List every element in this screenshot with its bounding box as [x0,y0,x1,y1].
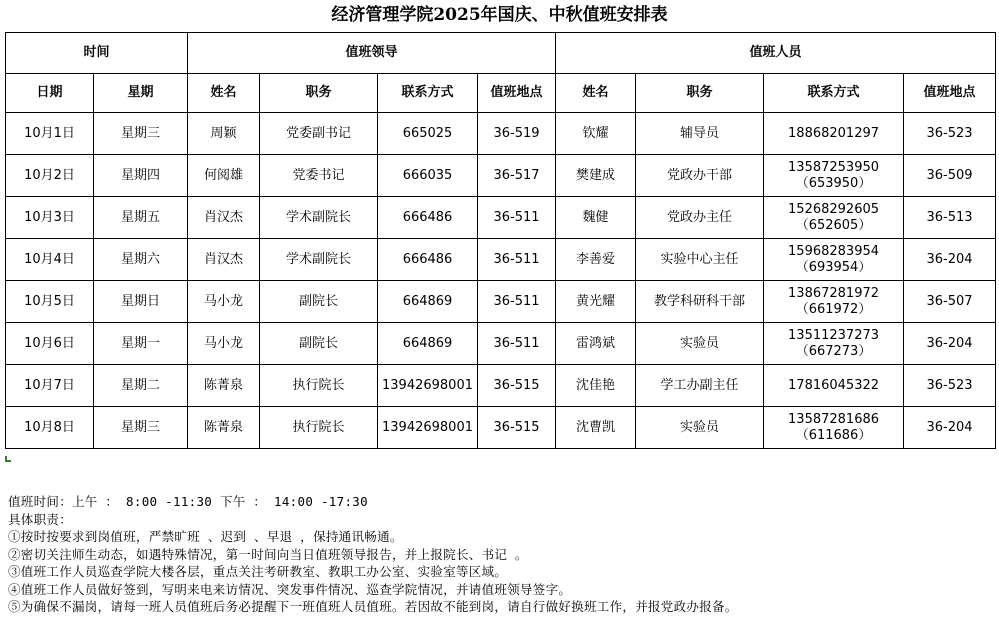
table-row [6,113,996,155]
cell-staff-location: 36-509 [904,155,996,197]
cell-weekday: 星期四 [94,155,188,197]
header-staff-role: 职务 [636,74,764,113]
cell-staff-name: 李善爱 [556,239,636,281]
cell-leader-location: 36-511 [478,197,556,239]
cell-leader-contact: 664869 [378,323,478,365]
staff-extension: （667273） [795,343,872,359]
cell-staff-role: 实验中心主任 [636,239,764,281]
cell-leader-role: 副院长 [260,323,378,365]
cell-corner-marker [5,456,11,462]
cell-leader-role: 党委副书记 [260,113,378,155]
cell-staff-role: 党政办干部 [636,155,764,197]
table-row [6,407,996,449]
staff-phone: 15968283954 [788,243,880,259]
cell-weekday: 星期五 [94,197,188,239]
cell-leader-name: 马小龙 [188,281,260,323]
page-title: 经济管理学院2025年国庆、中秋值班安排表 [331,5,668,25]
cell-leader-location: 36-517 [478,155,556,197]
cell-staff-name: 樊建成 [556,155,636,197]
header-leader-location: 值班地点 [478,74,556,113]
cell-leader-name: 肖汉杰 [188,239,260,281]
cell-leader-role: 党委书记 [260,155,378,197]
cell-staff-contact [764,281,904,323]
cell-staff-name: 沈曹凯 [556,407,636,449]
duties-label: 具体职责： [8,511,73,527]
staff-phone: 18868201297 [788,125,880,141]
cell-weekday: 星期三 [94,407,188,449]
cell-leader-contact: 666486 [378,197,478,239]
cell-weekday: 星期日 [94,281,188,323]
table-row [6,323,996,365]
cell-staff-contact [764,365,904,407]
cell-date: 10月4日 [6,239,94,281]
table-row [6,365,996,407]
header-staff-name: 姓名 [556,74,636,113]
cell-leader-role: 学术副院长 [260,197,378,239]
cell-leader-contact: 13942698001 [378,365,478,407]
staff-extension: （652605） [795,217,872,233]
cell-staff-name: 魏健 [556,197,636,239]
cell-date: 10月8日 [6,407,94,449]
cell-staff-name: 沈佳艳 [556,365,636,407]
cell-staff-role: 实验员 [636,323,764,365]
cell-leader-role: 执行院长 [260,365,378,407]
cell-leader-location: 36-511 [478,239,556,281]
header-date: 日期 [6,74,94,113]
table-row [6,239,996,281]
cell-leader-role: 副院长 [260,281,378,323]
cell-staff-contact [764,239,904,281]
staff-phone: 13587281686 [788,411,880,427]
cell-staff-location: 36-204 [904,407,996,449]
cell-leader-location: 36-515 [478,407,556,449]
staff-phone: 13867281972 [788,285,880,301]
cell-leader-contact: 13942698001 [378,407,478,449]
cell-date: 10月7日 [6,365,94,407]
column-header-row [6,74,996,113]
cell-weekday: 星期一 [94,323,188,365]
cell-leader-contact: 666035 [378,155,478,197]
header-staff-location: 值班地点 [904,74,996,113]
cell-leader-location: 36-511 [478,281,556,323]
staff-phone: 17816045322 [788,377,880,393]
cell-leader-contact: 666486 [378,239,478,281]
cell-staff-role: 实验员 [636,407,764,449]
cell-leader-location: 36-511 [478,323,556,365]
cell-staff-contact [764,155,904,197]
cell-staff-location: 36-204 [904,323,996,365]
cell-leader-role: 执行院长 [260,407,378,449]
cell-date: 10月1日 [6,113,94,155]
header-weekday: 星期 [94,74,188,113]
cell-staff-role: 党政办主任 [636,197,764,239]
cell-staff-contact [764,197,904,239]
cell-staff-role: 学工办副主任 [636,365,764,407]
notes-section [8,493,993,616]
cell-staff-location: 36-523 [904,113,996,155]
cell-leader-name: 何阅雄 [188,155,260,197]
duty-hours: 值班时间：上午 ： 8:00 -11:30 下午 ： 14:00 -17:30 [8,494,368,509]
duty-item-4: ④值班工作人员做好签到，写明来电来访情况、突发事件情况、巡查学院情况，并请值班领导签字。 [8,581,572,597]
cell-date: 10月6日 [6,323,94,365]
group-header-leaders: 值班领导 [188,33,556,74]
cell-leader-contact: 664869 [378,281,478,323]
cell-staff-name: 雷鸿斌 [556,323,636,365]
group-header-row [6,33,996,74]
cell-date: 10月5日 [6,281,94,323]
cell-staff-contact [764,323,904,365]
cell-staff-location: 36-507 [904,281,996,323]
cell-staff-contact [764,113,904,155]
group-header-staff: 值班人员 [556,33,996,74]
header-leader-name: 姓名 [188,74,260,113]
cell-date: 10月2日 [6,155,94,197]
table-row [6,281,996,323]
cell-staff-contact [764,407,904,449]
duty-item-5: ⑤为确保不漏岗，请每一班人员值班后务必提醒下一班值班人员值班。若因故不能到岗，请自行做好换班工作，并报党政办报备。 [8,599,738,614]
cell-leader-location: 36-515 [478,365,556,407]
duty-item-1: ①按时按要求到岗值班，严禁旷班 、迟到 、早退 ，保持通讯畅通。 [8,529,403,544]
header-staff-contact: 联系方式 [764,74,904,113]
cell-leader-role: 学术副院长 [260,239,378,281]
cell-staff-role: 教学科研科干部 [636,281,764,323]
cell-staff-role: 辅导员 [636,113,764,155]
cell-date: 10月3日 [6,197,94,239]
header-leader-contact: 联系方式 [378,74,478,113]
staff-extension: （653950） [795,175,872,191]
cell-leader-name: 陈菁泉 [188,407,260,449]
staff-phone: 13587253950 [788,159,880,175]
duty-item-2: ②密切关注师生动态，如遇特殊情况，第一时间向当日值班领导报告，并上报院长、书记 。 [8,546,528,562]
cell-leader-location: 36-519 [478,113,556,155]
cell-staff-location: 36-204 [904,239,996,281]
cell-leader-name: 肖汉杰 [188,197,260,239]
cell-staff-location: 36-513 [904,197,996,239]
staff-extension: （693954） [795,259,872,275]
cell-weekday: 星期三 [94,113,188,155]
staff-extension: （661972） [795,301,872,317]
table-row [6,197,996,239]
table-row [6,155,996,197]
cell-staff-name: 钦耀 [556,113,636,155]
staff-phone: 13511237273 [788,327,880,343]
cell-weekday: 星期六 [94,239,188,281]
cell-leader-name: 周颖 [188,113,260,155]
cell-leader-name: 陈菁泉 [188,365,260,407]
duty-schedule-table [5,32,996,449]
cell-leader-contact: 665025 [378,113,478,155]
staff-extension: （611686） [795,427,872,443]
duty-item-3: ③值班工作人员巡查学院大楼各层，重点关注考研教室、教职工办公室、实验室等区域。 [8,564,508,579]
cell-staff-location: 36-523 [904,365,996,407]
header-leader-role: 职务 [260,74,378,113]
group-header-time: 时间 [6,33,188,74]
cell-leader-name: 马小龙 [188,323,260,365]
cell-weekday: 星期二 [94,365,188,407]
cell-staff-name: 黄光耀 [556,281,636,323]
staff-phone: 15268292605 [788,201,880,217]
